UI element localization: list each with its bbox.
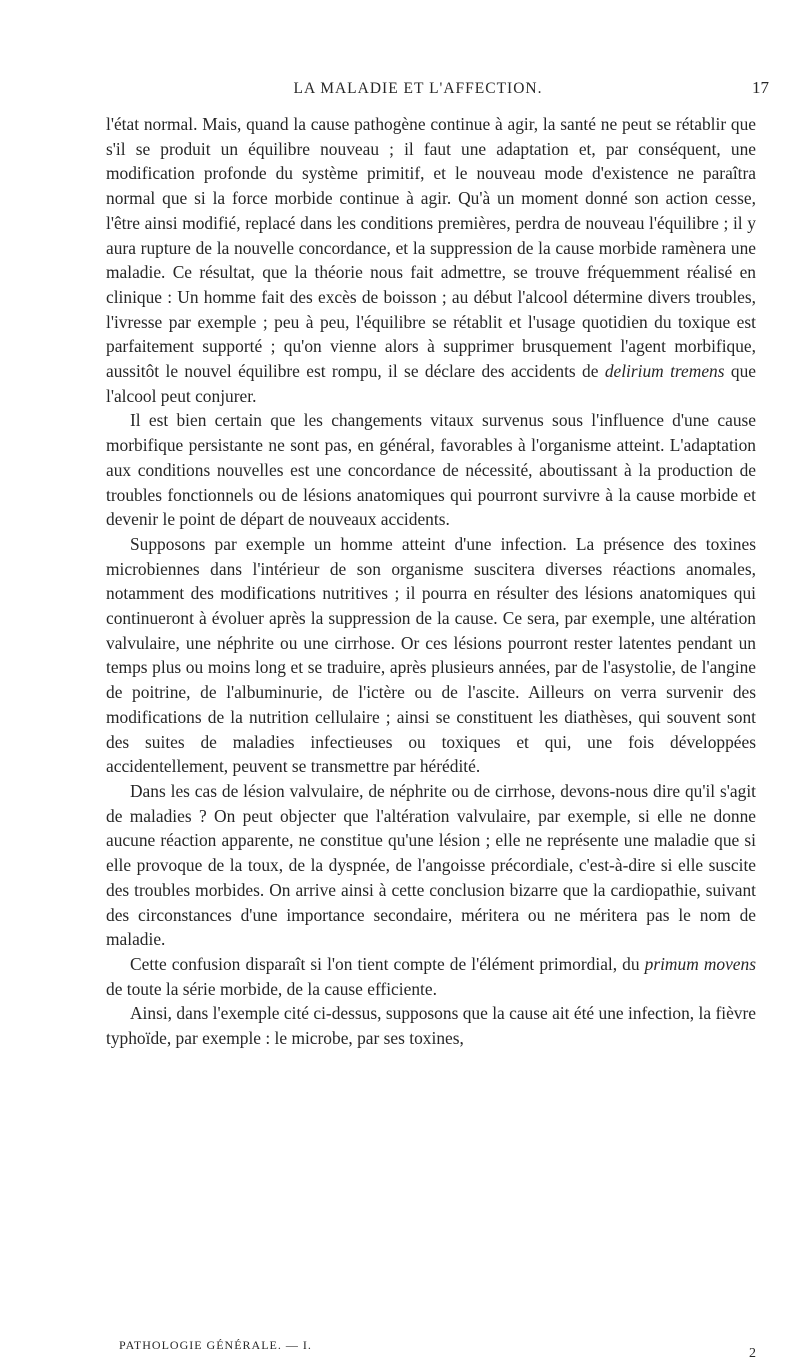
paragraph-vital-changes: Il est bien certain que les changements vitaux survenus sous l'influence d'une cause morbifique persistante ne sont pas, en général, favorables à l'organisme atteint. L'adaptation aux conditions nouvelles est une concordance de nécessité, aboutissant à la production de troubles fonctionnels ou de lésions anatomiques qui pourront survivre à la cause morbide et devenir le point de départ de nouveaux accidents. bbox=[106, 410, 756, 530]
sheet-number: 2 bbox=[749, 1346, 756, 1361]
paragraph-typhoid-example: Ainsi, dans l'exemple cité ci-dessus, supposons que la cause ait été une infection, la fièvre typhoïde, par exemple : le microbe, par ses toxines, bbox=[106, 1003, 756, 1049]
paragraph-primum-movens: Cette confusion disparaît si l'on tient compte de l'élément primordial, du primum movens de toute la série morbide, de la cause efficiente. bbox=[106, 953, 756, 999]
running-head: LA MALADIE ET L'AFFECTION. bbox=[293, 80, 543, 97]
paragraph-infection-example: Supposons par exemple un homme atteint d'une infection. La présence des toxines microbiennes dans l'intérieur de son organisme suscitera diverses réactions anomales, notamment des modifications nutritives ; il pourra en résulter des lésions anatomiques qui continueront à évoluer après la suppression de la cause. Ce sera, par exemple, une altération valvulaire, une néphrite ou une cirrhose. Or ces lésions pourront rester latentes pendant un temps plus ou moins long et se traduire, après plusieurs années, par de l'asystolie, de l'angine de poitrine, de l'albuminurie, de l'ictère ou de l'ascite. Ailleurs on verra survenir des modifications de la nutrition cellulaire ; ainsi se constituent les diathèses, qui souvent sont des suites de maladies infectieuses ou toxiques et qui, une fois développées accidentellement, peuvent se transmettre par hérédité. bbox=[106, 533, 756, 777]
paragraph-adaptation: l'état normal. Mais, quand la cause pathogène continue à agir, la santé ne peut se rétablir que s'il se produit un équilibre nouveau ; il faut une adaptation et, par conséquent, une modification profonde du système primitif, et le nouveau mode d'existence ne paraîtra normal que si la force morbide continue à agir. Qu'à un moment donné son action cesse, l'être ainsi modifié, replacé dans les conditions premières, perdra de nouveau l'équilibre ; il y aura rupture de la nouvelle concordance, et la suppression de la cause morbide ramènera une maladie. Ce résultat, que la théorie nous fait admettre, se trouve fréquemment réalisé en clinique : Un homme fait des excès de boisson ; au début l'alcool détermine divers troubles, l'ivresse par exemple ; peu à peu, l'équilibre se rétablit et l'usage quotidien du toxique est parfaitement supporté ; qu'on vienne alors à supprimer brusquement l'agent morbifique, aussitôt le nouvel équilibre est rompu, il se déclare des accidents de delirium tremens que l'alcool peut conjurer. bbox=[106, 114, 756, 406]
printer-signature: PATHOLOGIE GÉNÉRALE. — I. bbox=[119, 1338, 312, 1352]
italic-term-primum-movens: primum movens bbox=[644, 953, 756, 974]
page-number: 17 bbox=[752, 78, 769, 97]
body-text bbox=[106, 112, 756, 1051]
paragraph-valvular-lesion: Dans les cas de lésion valvulaire, de néphrite ou de cirrhose, devons-nous dire qu'il s'agit de maladies ? On peut objecter que l'altération valvulaire, par exemple, si elle ne donne aucune réaction apparente, ne constitue qu'une lésion ; elle ne représente une maladie que si elle provoque de la toux, de la dyspnée, de l'angoisse précordiale, c'est-à-dire si elle suscite des troubles morbides. On arrive ainsi à cette conclusion bizarre que la cardiopathie, suivant des circonstances d'une importance secondaire, méritera ou ne méritera pas le nom de maladie. bbox=[106, 780, 756, 950]
italic-term-delirium-tremens: delirium tremens bbox=[604, 361, 725, 382]
